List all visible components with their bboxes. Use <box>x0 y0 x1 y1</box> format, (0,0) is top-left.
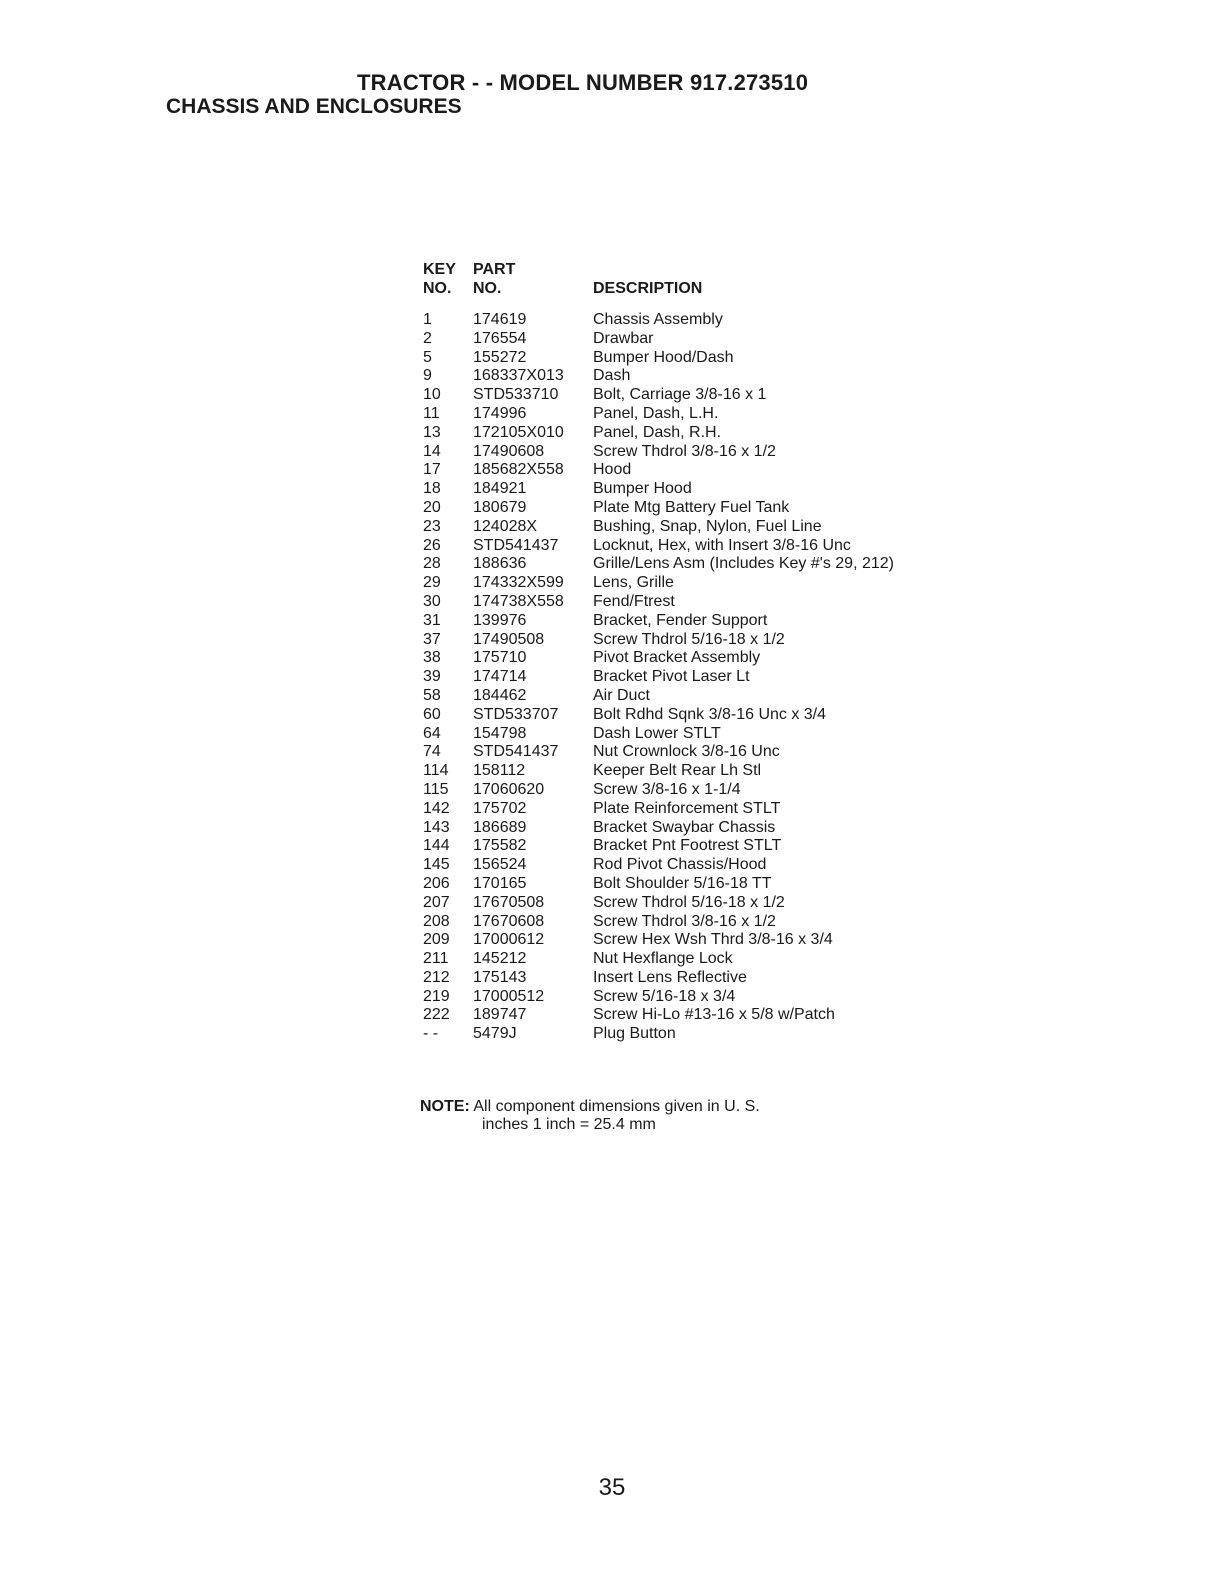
part-no-cell: 168337X013 <box>473 367 564 385</box>
description-cell: Bumper Hood/Dash <box>593 348 734 366</box>
description-cell: Bolt Rdhd Sqnk 3/8-16 Unc x 3/4 <box>593 705 827 723</box>
key-no-cell: 144 <box>423 837 450 855</box>
description-cell: Grille/Lens Asm (Includes Key #'s 29, 212) <box>593 555 894 573</box>
table-row <box>423 969 963 988</box>
key-no-cell: 60 <box>423 705 441 723</box>
part-no-cell: 174996 <box>473 404 527 422</box>
table-row <box>423 762 963 781</box>
page-number: 35 <box>598 1474 626 1501</box>
part-no-cell: 154798 <box>473 724 527 742</box>
part-no-cell: 172105X010 <box>473 423 564 441</box>
part-no-cell: 175710 <box>473 649 527 667</box>
parts-table <box>423 311 963 1044</box>
header-part-line1: PART <box>473 261 516 278</box>
key-no-cell: 222 <box>423 1006 450 1024</box>
part-no-cell: 156524 <box>473 856 527 874</box>
key-no-cell: 115 <box>423 780 449 798</box>
header-description: DESCRIPTION <box>593 280 703 297</box>
key-no-cell: 58 <box>423 686 441 704</box>
table-row <box>423 931 963 950</box>
description-cell: Panel, Dash, L.H. <box>593 404 719 422</box>
key-no-cell: 208 <box>423 912 450 930</box>
table-row <box>423 1006 963 1025</box>
part-no-cell: 184921 <box>473 480 527 498</box>
key-no-cell: 29 <box>423 574 441 592</box>
key-no-cell: 23 <box>423 517 441 535</box>
note-label: NOTE: <box>420 1098 470 1115</box>
table-row <box>423 837 963 856</box>
description-cell: Dash <box>593 367 631 385</box>
description-cell: Screw Thdrol 3/8-16 x 1/2 <box>593 442 776 460</box>
description-cell: Pivot Bracket Assembly <box>593 649 761 667</box>
part-no-cell: 17490608 <box>473 442 545 460</box>
table-row <box>423 988 963 1007</box>
table-row <box>423 574 963 593</box>
description-cell: Rod Pivot Chassis/Hood <box>593 856 767 874</box>
key-no-cell: 212 <box>423 968 450 986</box>
description-cell: Bushing, Snap, Nylon, Fuel Line <box>593 517 822 535</box>
key-no-cell: 17 <box>423 461 441 479</box>
table-row <box>423 894 963 913</box>
part-no-cell: 5479J <box>473 1025 517 1043</box>
table-row <box>423 725 963 744</box>
part-no-cell: 174738X558 <box>473 592 564 610</box>
key-no-cell: 207 <box>423 893 450 911</box>
table-row <box>423 781 963 800</box>
part-no-cell: 188636 <box>473 555 527 573</box>
description-cell: Locknut, Hex, with Insert 3/8-16 Unc <box>593 536 851 554</box>
key-no-cell: 5 <box>423 348 432 366</box>
table-row <box>423 386 963 405</box>
part-no-cell: 17060620 <box>473 780 545 798</box>
description-cell: Panel, Dash, R.H. <box>593 423 722 441</box>
part-no-cell: 124028X <box>473 517 538 535</box>
part-no-cell: 174332X599 <box>473 574 564 592</box>
key-no-cell: 39 <box>423 668 441 686</box>
table-row <box>423 631 963 650</box>
part-no-cell: 174619 <box>473 311 527 328</box>
part-no-cell: STD533707 <box>473 705 559 723</box>
part-no-cell: 185682X558 <box>473 461 564 479</box>
table-row <box>423 424 963 443</box>
description-cell: Screw Hi-Lo #13-16 x 5/8 w/Patch <box>593 1006 835 1024</box>
key-no-cell: 64 <box>423 724 441 742</box>
header-part-line2: NO. <box>473 280 502 297</box>
note-line1: All component dimensions given in U. S. <box>473 1098 760 1115</box>
part-no-cell: STD533710 <box>473 386 559 404</box>
key-no-cell: 219 <box>423 987 450 1005</box>
key-no-cell: 74 <box>423 743 441 761</box>
part-no-cell: 175582 <box>473 837 527 855</box>
key-no-cell: 28 <box>423 555 441 573</box>
part-no-cell: 17670608 <box>473 912 545 930</box>
description-cell: Dash Lower STLT <box>593 724 721 742</box>
table-row <box>423 330 963 349</box>
table-row <box>423 1025 963 1044</box>
part-no-cell: 170165 <box>473 874 527 892</box>
part-no-cell: 17670508 <box>473 893 545 911</box>
table-row <box>423 499 963 518</box>
description-cell: Screw Thdrol 5/16-18 x 1/2 <box>593 893 785 911</box>
part-no-cell: 17000512 <box>473 987 545 1005</box>
part-no-cell: 184462 <box>473 686 527 704</box>
key-no-cell: 13 <box>423 423 441 441</box>
description-cell: Keeper Belt Rear Lh Stl <box>593 762 762 780</box>
table-row <box>423 706 963 725</box>
table-row <box>423 518 963 537</box>
table-row <box>423 593 963 612</box>
description-cell: Chassis Assembly <box>593 311 723 328</box>
part-no-cell: 189747 <box>473 1006 527 1024</box>
part-no-cell: STD541437 <box>473 536 559 554</box>
key-no-cell: 1 <box>423 311 432 328</box>
key-no-cell: 145 <box>423 856 450 874</box>
table-row <box>423 668 963 687</box>
description-cell: Bracket Swaybar Chassis <box>593 818 776 836</box>
header-key-line2: NO. <box>423 280 452 297</box>
description-cell: Lens, Grille <box>593 574 674 592</box>
key-no-cell: 114 <box>423 762 449 780</box>
table-row <box>423 349 963 368</box>
parts-table-body <box>423 311 963 1044</box>
key-no-cell: - - <box>423 1025 439 1043</box>
table-row <box>423 555 963 574</box>
table-row <box>423 649 963 668</box>
description-cell: Plate Reinforcement STLT <box>593 799 781 817</box>
key-no-cell: 206 <box>423 874 450 892</box>
key-no-cell: 26 <box>423 536 441 554</box>
description-cell: Bracket Pnt Footrest STLT <box>593 837 782 855</box>
page-title: TRACTOR - - MODEL NUMBER 917.273510 <box>357 70 809 95</box>
description-cell: Bolt Shoulder 5/16-18 TT <box>593 874 772 892</box>
table-row <box>423 405 963 424</box>
key-no-cell: 9 <box>423 367 432 385</box>
part-no-cell: 176554 <box>473 329 527 347</box>
description-cell: Insert Lens Reflective <box>593 968 747 986</box>
part-no-cell: 158112 <box>473 762 526 780</box>
part-no-cell: 186689 <box>473 818 527 836</box>
part-no-cell: 175143 <box>473 968 527 986</box>
key-no-cell: 2 <box>423 329 432 347</box>
table-row <box>423 856 963 875</box>
description-cell: Fend/Ftrest <box>593 592 675 610</box>
description-cell: Bolt, Carriage 3/8-16 x 1 <box>593 386 767 404</box>
table-row <box>423 367 963 386</box>
part-no-cell: 180679 <box>473 498 527 516</box>
description-cell: Bracket, Fender Support <box>593 611 768 629</box>
part-no-cell: 17490508 <box>473 630 545 648</box>
description-cell: Screw Hex Wsh Thrd 3/8-16 x 3/4 <box>593 931 833 949</box>
part-no-cell: 17000612 <box>473 931 545 949</box>
table-row <box>423 743 963 762</box>
description-cell: Hood <box>593 461 632 479</box>
table-row <box>423 800 963 819</box>
key-no-cell: 31 <box>423 611 441 629</box>
description-cell: Bumper Hood <box>593 480 692 498</box>
table-row <box>423 311 963 330</box>
part-no-cell: 145212 <box>473 950 527 968</box>
description-cell: Nut Hexflange Lock <box>593 950 733 968</box>
key-no-cell: 209 <box>423 931 450 949</box>
description-cell: Screw Thdrol 3/8-16 x 1/2 <box>593 912 776 930</box>
key-no-cell: 37 <box>423 630 441 648</box>
table-row <box>423 480 963 499</box>
part-no-cell: 175702 <box>473 799 527 817</box>
description-cell: Screw Thdrol 5/16-18 x 1/2 <box>593 630 785 648</box>
table-row <box>423 687 963 706</box>
description-cell: Air Duct <box>593 686 650 704</box>
key-no-cell: 142 <box>423 799 450 817</box>
section-subtitle: CHASSIS AND ENCLOSURES <box>166 95 462 118</box>
key-no-cell: 20 <box>423 498 441 516</box>
header-key-line1: KEY <box>423 261 456 278</box>
key-no-cell: 18 <box>423 480 441 498</box>
table-row <box>423 913 963 932</box>
note <box>420 1098 760 1116</box>
table-row <box>423 875 963 894</box>
key-no-cell: 211 <box>423 950 449 968</box>
part-no-cell: 174714 <box>473 668 527 686</box>
part-no-cell: 155272 <box>473 348 527 366</box>
key-no-cell: 11 <box>423 404 440 422</box>
key-no-cell: 143 <box>423 818 450 836</box>
table-row <box>423 537 963 556</box>
key-no-cell: 14 <box>423 442 441 460</box>
description-cell: Nut Crownlock 3/8-16 Unc <box>593 743 780 761</box>
description-cell: Screw 3/8-16 x 1-1/4 <box>593 780 741 798</box>
table-row <box>423 461 963 480</box>
table-row <box>423 950 963 969</box>
table-row <box>423 443 963 462</box>
table-row <box>423 819 963 838</box>
key-no-cell: 38 <box>423 649 441 667</box>
part-no-cell: STD541437 <box>473 743 559 761</box>
part-no-cell: 139976 <box>473 611 527 629</box>
description-cell: Screw 5/16-18 x 3/4 <box>593 987 736 1005</box>
key-no-cell: 10 <box>423 386 441 404</box>
description-cell: Bracket Pivot Laser Lt <box>593 668 750 686</box>
table-row <box>423 612 963 631</box>
note-line2: inches 1 inch = 25.4 mm <box>482 1116 656 1133</box>
key-no-cell: 30 <box>423 592 441 610</box>
description-cell: Drawbar <box>593 329 654 347</box>
description-cell: Plate Mtg Battery Fuel Tank <box>593 498 790 516</box>
description-cell: Plug Button <box>593 1025 676 1043</box>
